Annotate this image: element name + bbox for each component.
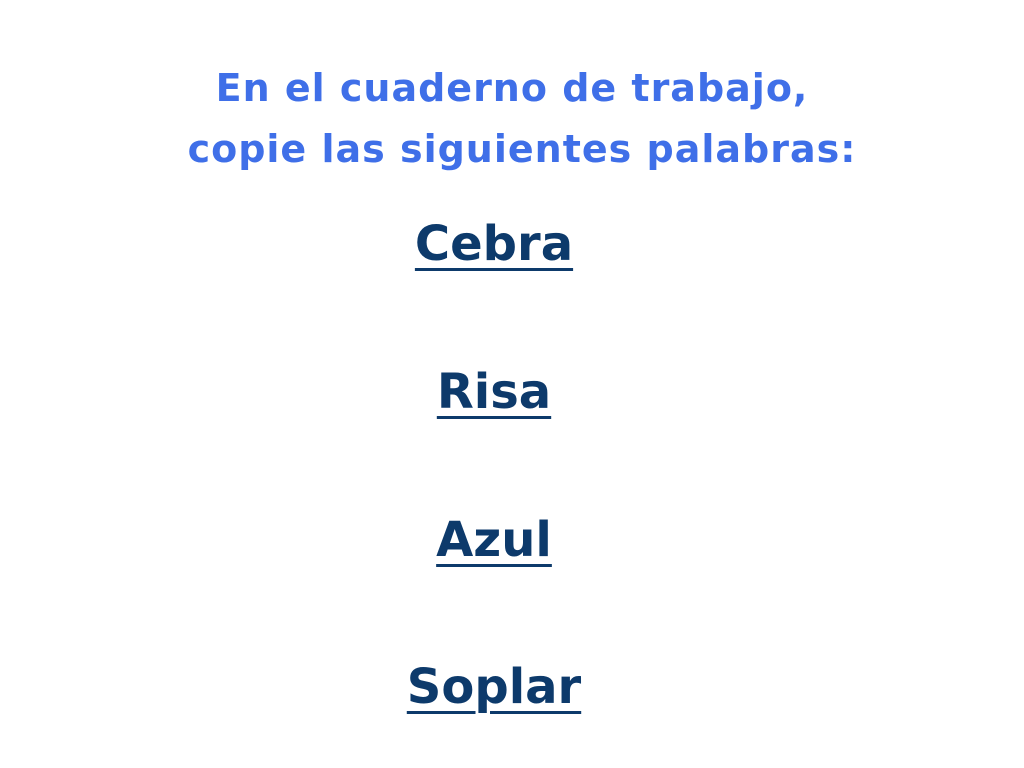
word-azul: Azul (436, 512, 552, 568)
instruction-line-1: En el cuaderno de trabajo, (215, 66, 809, 110)
word-risa: Risa (436, 364, 552, 420)
word-cebra: Cebra (414, 216, 574, 272)
instruction-line-2: copie las siguientes palabras: (187, 127, 857, 171)
instruction-heading (0, 58, 1024, 180)
word-soplar: Soplar (406, 659, 582, 715)
